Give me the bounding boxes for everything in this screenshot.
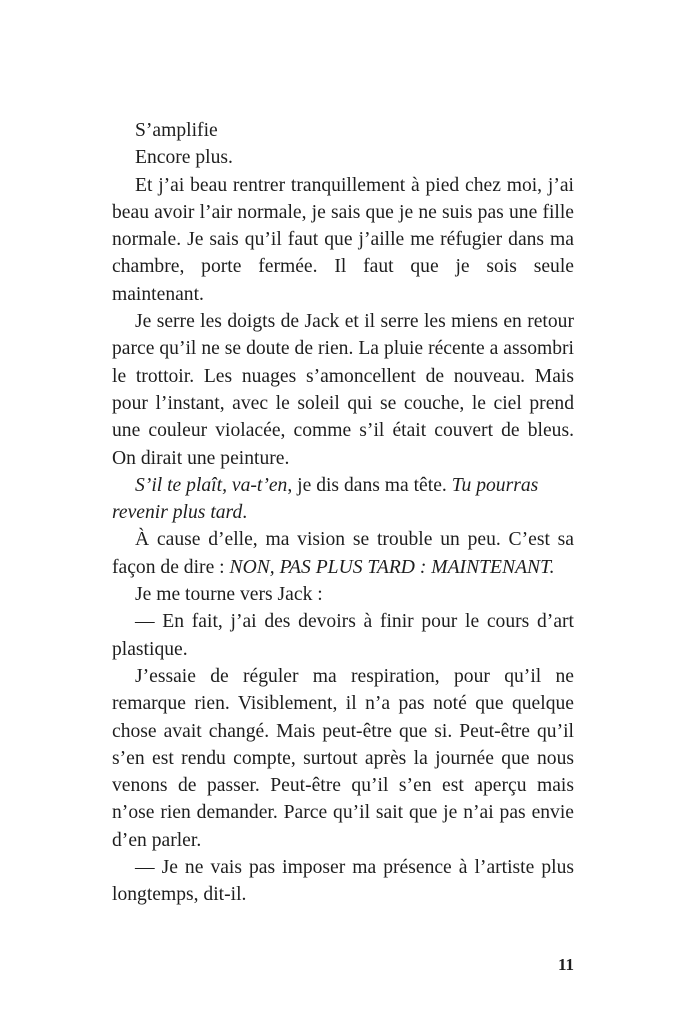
body-text <box>112 117 574 909</box>
dialogue-line: — Je ne vais pas imposer ma présence à l’artiste plus longtemps, dit-il. <box>112 857 574 906</box>
paragraph: J’essaie de réguler ma respiration, pour qu’il ne remarque rien. Visiblement, il n’a pas noté que quelque chose avait changé. Mais peut-être que si. Peut-être qu’il s’en est rendu compte, surtout après la journée que nous venons de passer. Peut-être qu’il s’en est aperçu mais n’ose rien demander. Parce qu’il sait que je n’ai pas envie d’en parler. <box>112 665 574 851</box>
punctuation: . <box>242 502 248 524</box>
italic-thought: Tu pourras revenir plus tard <box>112 474 539 524</box>
paragraph: Je serre les doigts de Jack et il serre les miens en retour parce qu’il ne se doute de rien. La pluie récente a assombri le trottoir. Les nuages s’amoncellent de nouveau. Mais pour l’instant, avec le soleil qui se couche, le ciel prend une couleur violacée, comme s’il était couvert de bleus. On dirait une peinture. <box>112 311 574 469</box>
dialogue-line: — En fait, j’ai des devoirs à finir pour le cours d’art plastique. <box>112 611 574 660</box>
paragraph: Et j’ai beau rentrer tranquillement à pied chez moi, j’ai beau avoir l’air normale, je sais que je ne suis pas une fille normale. Je sais qu’il faut que j’aille me réfugier dans ma chambre, porte fermée. Il faut que je sois seule maintenant. <box>112 174 574 305</box>
paragraph: Encore plus. <box>135 147 233 169</box>
italic-shout: NON, PAS PLUS TARD : MAINTENANT. <box>229 556 555 578</box>
italic-thought: S’il te plaît, va-t’en <box>135 474 288 496</box>
narration: À cause d’elle, ma vision se trouble un peu. C’est sa façon de dire : <box>112 529 574 578</box>
page-number: 11 <box>557 955 574 974</box>
paragraph-with-italics <box>112 472 574 527</box>
paragraph: S’amplifie <box>135 120 218 141</box>
paragraph-with-italics <box>112 526 574 581</box>
narration: , je dis dans ma tête. <box>287 474 452 496</box>
paragraph: Je me tourne vers Jack : <box>135 584 323 606</box>
